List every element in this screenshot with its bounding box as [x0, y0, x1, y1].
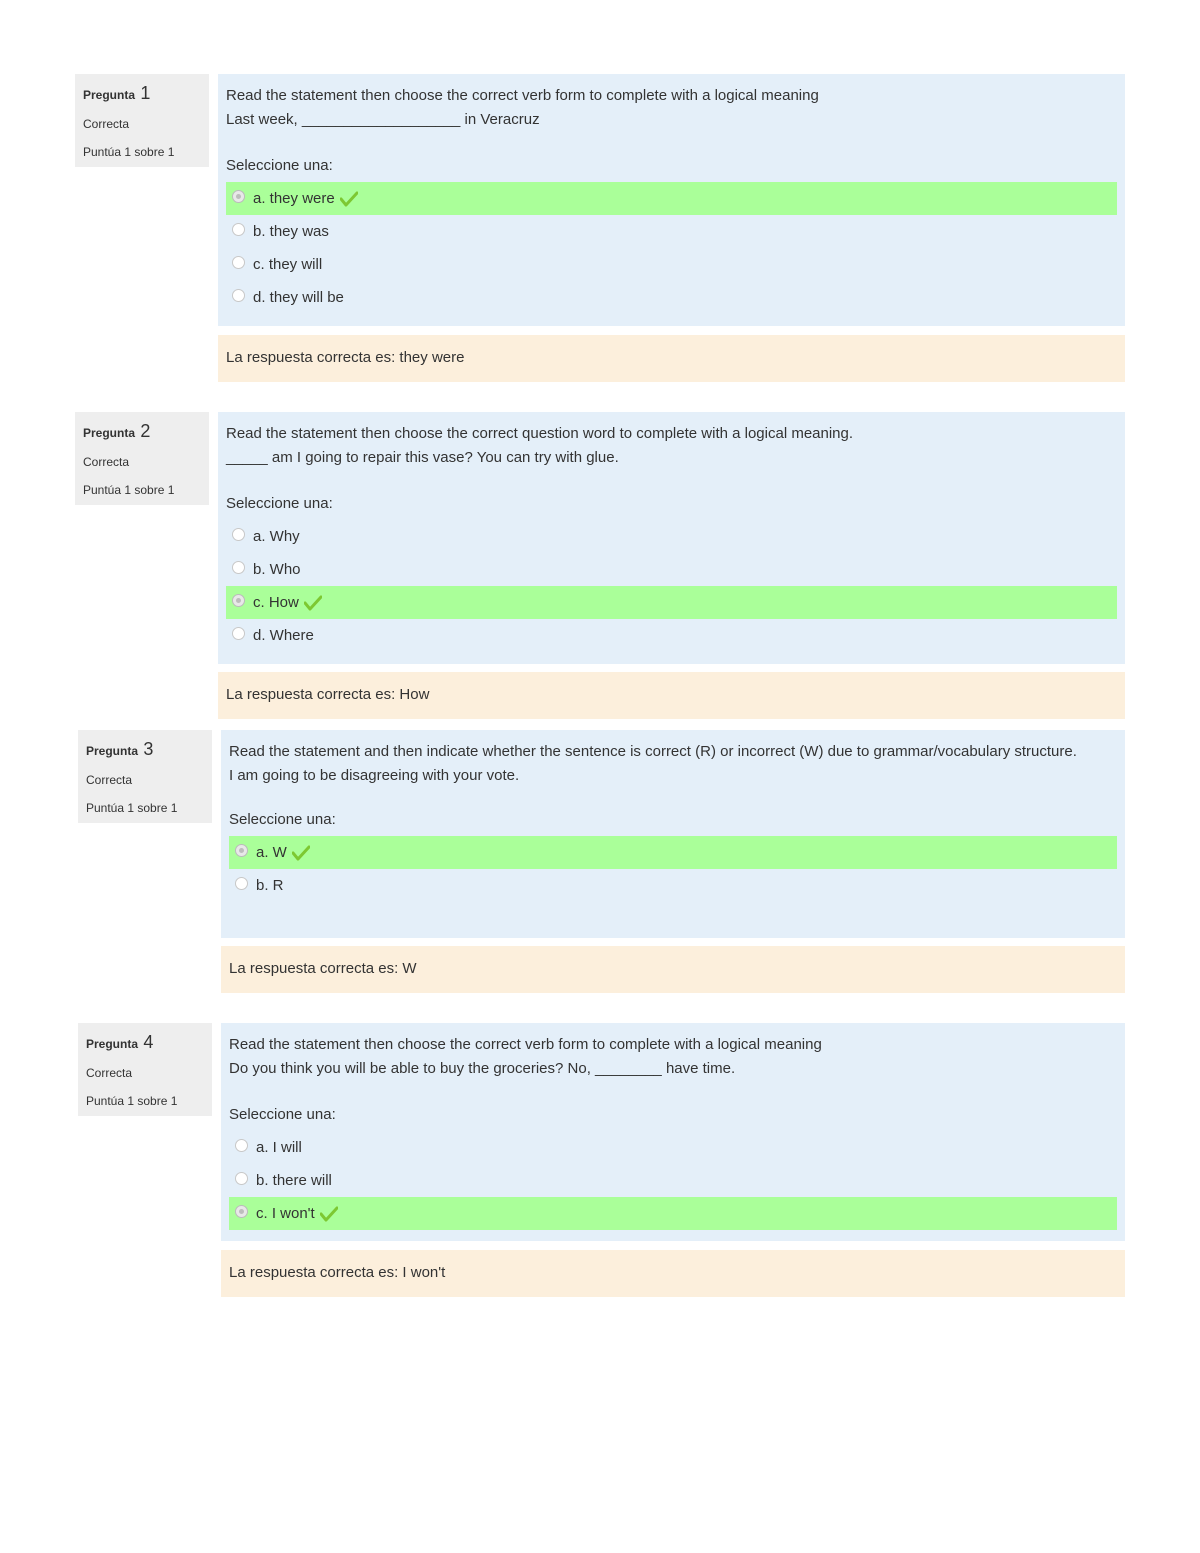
answer-list: [226, 182, 1117, 314]
question-score: Puntúa 1 sobre 1: [83, 145, 175, 159]
question-status: Correcta: [83, 117, 130, 131]
check-icon: [304, 595, 322, 611]
question-score: Puntúa 1 sobre 1: [86, 1094, 178, 1108]
question-info: [78, 730, 212, 823]
question-number: 2: [140, 421, 151, 441]
radio-button[interactable]: [235, 1172, 248, 1185]
answer-option[interactable]: [226, 586, 1117, 619]
question-number: 4: [143, 1032, 154, 1052]
question-content: [221, 730, 1125, 938]
select-prompt: Seleccione una:: [226, 157, 333, 174]
answer-option[interactable]: [229, 1131, 1117, 1164]
radio-button[interactable]: [235, 877, 248, 890]
question-text-line: Read the statement then choose the correct verb form to complete with a logical meaning: [226, 87, 819, 104]
question-text-line: Read the statement then choose the correct question word to complete with a logical meaning.: [226, 425, 854, 442]
answer-option[interactable]: [226, 182, 1117, 215]
answer-option[interactable]: [229, 869, 1117, 902]
answer-label: c. I won't: [256, 1205, 315, 1222]
answer-label: b. there will: [256, 1172, 332, 1189]
check-icon: [292, 845, 310, 861]
answer-label: a. they were: [253, 190, 335, 207]
question-text-line: Last week, ___________________ in Veracruz: [226, 111, 540, 128]
question-score: Puntúa 1 sobre 1: [86, 801, 178, 815]
answer-label: a. Why: [253, 528, 300, 545]
correct-answer-feedback: La respuesta correcta es: W: [221, 946, 1125, 993]
radio-button[interactable]: [232, 528, 245, 541]
select-prompt: Seleccione una:: [229, 811, 336, 828]
check-icon: [340, 191, 358, 207]
answer-list: [229, 1131, 1117, 1230]
answer-option[interactable]: [226, 619, 1117, 652]
answer-label: b. they was: [253, 223, 329, 240]
radio-button[interactable]: [232, 561, 245, 574]
radio-button[interactable]: [235, 844, 248, 857]
answer-option[interactable]: [229, 836, 1117, 869]
question-number: 1: [140, 83, 151, 103]
question-status: Correcta: [86, 773, 133, 787]
correct-answer-feedback: La respuesta correcta es: I won't: [221, 1250, 1125, 1297]
question-text-line: _____ am I going to repair this vase? You can try with glue.: [226, 449, 619, 466]
radio-button[interactable]: [235, 1205, 248, 1218]
answer-label: d. they will be: [253, 289, 344, 306]
question-text-line: Read the statement then choose the correct verb form to complete with a logical meaning: [229, 1036, 822, 1053]
answer-list: [226, 520, 1117, 652]
answer-option[interactable]: [226, 520, 1117, 553]
question-text-line: Read the statement and then indicate whether the sentence is correct (R) or incorrect (W) due to grammar/vocabulary structure.: [229, 743, 1077, 760]
check-icon: [320, 1206, 338, 1222]
question-content: [218, 74, 1125, 326]
answer-label: c. How: [253, 594, 299, 611]
answer-label: b. Who: [253, 561, 301, 578]
question-label: Pregunta: [86, 744, 139, 758]
question-text-line: Do you think you will be able to buy the groceries? No, ________ have time.: [229, 1060, 736, 1077]
answer-option[interactable]: [229, 1164, 1117, 1197]
select-prompt: Seleccione una:: [229, 1106, 336, 1123]
question-label: Pregunta: [86, 1037, 139, 1051]
answer-label: c. they will: [253, 256, 323, 273]
radio-button[interactable]: [232, 594, 245, 607]
question-number: 3: [143, 739, 154, 759]
question-text-line: I am going to be disagreeing with your vote.: [229, 767, 520, 784]
question-score: Puntúa 1 sobre 1: [83, 483, 175, 497]
radio-button[interactable]: [232, 190, 245, 203]
question-label: Pregunta: [83, 88, 136, 102]
answer-option[interactable]: [226, 248, 1117, 281]
answer-option[interactable]: [229, 1197, 1117, 1230]
correct-answer-feedback: La respuesta correcta es: they were: [218, 335, 1125, 382]
correct-answer-feedback: La respuesta correcta es: How: [218, 672, 1125, 719]
radio-button[interactable]: [232, 627, 245, 640]
question-content: [221, 1023, 1125, 1241]
question-info: [75, 74, 209, 167]
answer-label: a. W: [256, 844, 287, 861]
select-prompt: Seleccione una:: [226, 495, 333, 512]
answer-label: b. R: [256, 877, 284, 894]
question-info: [78, 1023, 212, 1116]
answer-option[interactable]: [226, 281, 1117, 314]
answer-option[interactable]: [226, 553, 1117, 586]
radio-button[interactable]: [232, 256, 245, 269]
radio-button[interactable]: [232, 289, 245, 302]
answer-list: [229, 836, 1117, 902]
radio-button[interactable]: [235, 1139, 248, 1152]
question-status: Correcta: [86, 1066, 133, 1080]
answer-option[interactable]: [226, 215, 1117, 248]
question-status: Correcta: [83, 455, 130, 469]
answer-label: a. I will: [256, 1139, 302, 1156]
question-info: [75, 412, 209, 505]
question-label: Pregunta: [83, 426, 136, 440]
answer-label: d. Where: [253, 627, 314, 644]
radio-button[interactable]: [232, 223, 245, 236]
question-content: [218, 412, 1125, 664]
